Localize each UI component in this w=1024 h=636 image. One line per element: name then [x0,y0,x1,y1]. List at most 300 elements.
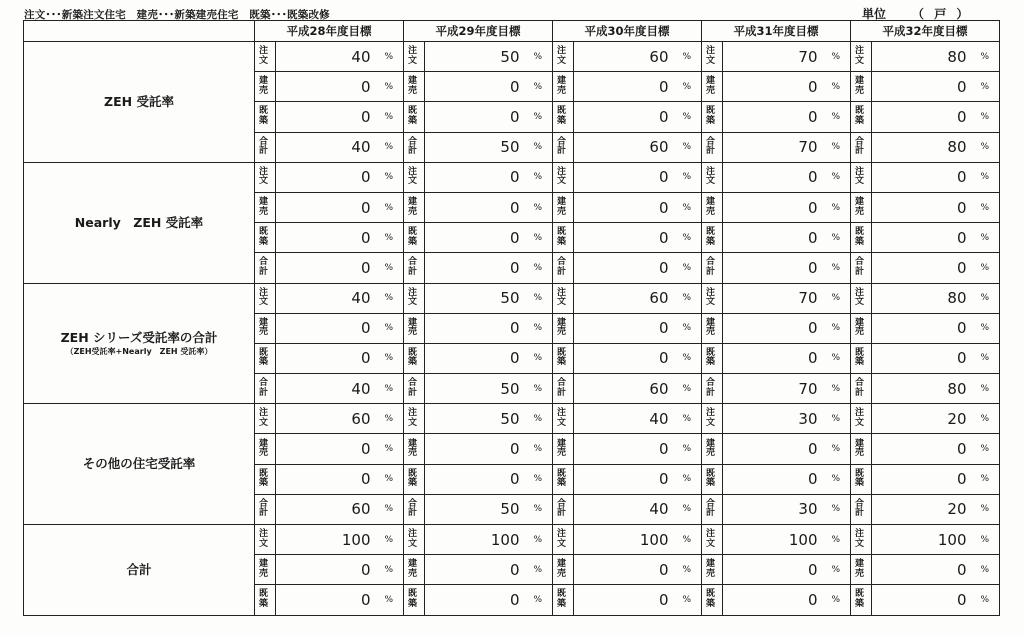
percent-unit: % [524,343,553,373]
row-type-label: 建 売 [404,313,425,343]
value-cell: 0 [425,555,524,585]
category-name: ZEH シリーズ受託率の合計 [60,329,218,345]
value-cell: 0 [425,102,524,132]
row-type-label: 合 計 [702,132,723,162]
percent-unit: % [822,434,851,464]
row-type-label: 注 文 [404,283,425,313]
row-type-label: 注 文 [702,42,723,72]
row-type-label: 注 文 [553,162,574,192]
percent-unit: % [375,374,404,404]
percent-unit: % [524,132,553,162]
percent-unit: % [524,434,553,464]
row-type-label: 注 文 [702,525,723,555]
percent-unit: % [971,313,1000,343]
percent-unit: % [673,253,702,283]
row-type-label: 建 売 [404,192,425,222]
value-cell: 0 [872,555,971,585]
percent-unit: % [822,555,851,585]
value-cell: 60 [276,494,375,524]
row-type-label: 合 計 [404,253,425,283]
percent-unit: % [524,525,553,555]
percent-unit: % [673,102,702,132]
row-type-label: 合 計 [255,253,276,283]
row-type-label: 建 売 [255,313,276,343]
row-type-label: 建 売 [702,434,723,464]
category-name: Nearly ZEH 受託率 [74,214,204,230]
percent-unit: % [673,132,702,162]
value-cell: 0 [723,434,822,464]
percent-unit: % [822,525,851,555]
category-label [24,283,255,404]
value-cell: 80 [872,132,971,162]
row-type-label: 注 文 [702,404,723,434]
row-type-label: 既 築 [851,102,872,132]
percent-unit: % [822,283,851,313]
value-cell: 0 [574,192,673,222]
category-subtitle: （ZEH受託率+Nearly ZEH 受託率） [65,346,213,356]
percent-unit: % [524,494,553,524]
percent-unit: % [375,525,404,555]
percent-unit: % [375,494,404,524]
value-cell: 0 [723,192,822,222]
percent-unit: % [524,283,553,313]
table-row [24,283,1000,313]
value-cell: 0 [872,102,971,132]
category-name: 合計 [126,561,152,577]
row-type-label: 既 築 [553,343,574,373]
year-header-3: 平成31年度目標 [702,21,851,42]
row-type-label: 合 計 [702,374,723,404]
percent-unit: % [822,253,851,283]
value-cell: 0 [574,434,673,464]
row-type-label: 注 文 [404,525,425,555]
value-cell: 0 [574,102,673,132]
row-type-label: 注 文 [851,283,872,313]
value-cell: 0 [276,192,375,222]
value-cell: 0 [425,253,524,283]
row-type-label: 建 売 [553,434,574,464]
category-name: その他の住宅受託率 [82,456,196,472]
percent-unit: % [971,343,1000,373]
row-type-label: 建 売 [404,72,425,102]
row-type-label: 建 売 [702,313,723,343]
row-type-label: 注 文 [255,42,276,72]
percent-unit: % [971,434,1000,464]
value-cell: 40 [276,374,375,404]
value-cell: 0 [872,192,971,222]
value-cell: 0 [723,585,822,615]
row-type-label: 既 築 [255,343,276,373]
year-header-0: 平成28年度目標 [255,21,404,42]
row-type-label: 既 築 [255,223,276,253]
value-cell: 0 [723,102,822,132]
percent-unit: % [971,72,1000,102]
percent-unit: % [524,585,553,615]
value-cell: 100 [872,525,971,555]
percent-unit: % [673,313,702,343]
category-label [24,404,255,525]
percent-unit: % [822,343,851,373]
value-cell: 0 [425,72,524,102]
value-cell: 0 [425,162,524,192]
row-type-label: 建 売 [702,192,723,222]
percent-unit: % [375,192,404,222]
value-cell: 60 [574,42,673,72]
percent-unit: % [673,283,702,313]
percent-unit: % [375,555,404,585]
value-cell: 0 [276,343,375,373]
row-type-label: 既 築 [404,223,425,253]
row-type-label: 合 計 [404,494,425,524]
value-cell: 0 [574,313,673,343]
value-cell: 0 [723,555,822,585]
row-type-label: 合 計 [404,132,425,162]
row-type-label: 既 築 [851,585,872,615]
row-type-label: 建 売 [702,555,723,585]
row-type-label: 既 築 [255,464,276,494]
row-type-label: 建 売 [553,192,574,222]
row-type-label: 注 文 [404,42,425,72]
row-type-label: 合 計 [702,494,723,524]
value-cell: 0 [276,223,375,253]
percent-unit: % [971,102,1000,132]
percent-unit: % [524,253,553,283]
percent-unit: % [971,132,1000,162]
row-type-label: 合 計 [553,374,574,404]
row-type-label: 既 築 [702,343,723,373]
percent-unit: % [673,585,702,615]
year-header-1: 平成29年度目標 [404,21,553,42]
percent-unit: % [971,525,1000,555]
row-type-label: 建 売 [851,192,872,222]
value-cell: 0 [872,464,971,494]
value-cell: 0 [723,223,822,253]
row-type-label: 注 文 [851,525,872,555]
value-cell: 100 [574,525,673,555]
percent-unit: % [971,555,1000,585]
value-cell: 0 [276,464,375,494]
value-cell: 0 [276,585,375,615]
unit-label: 単位 [862,7,887,21]
percent-unit: % [375,283,404,313]
year-header-4: 平成32年度目標 [851,21,1000,42]
value-cell: 40 [574,404,673,434]
row-type-label: 建 売 [404,555,425,585]
row-type-label: 既 築 [255,585,276,615]
percent-unit: % [673,192,702,222]
value-cell: 0 [723,464,822,494]
row-type-label: 建 売 [255,555,276,585]
value-cell: 20 [872,494,971,524]
percent-unit: % [822,223,851,253]
corner-cell [24,21,255,42]
percent-unit: % [673,434,702,464]
row-type-label: 建 売 [851,434,872,464]
row-type-label: 既 築 [851,223,872,253]
value-cell: 0 [574,223,673,253]
value-cell: 0 [276,102,375,132]
value-cell: 80 [872,283,971,313]
percent-unit: % [673,223,702,253]
value-cell: 80 [872,42,971,72]
value-cell: 60 [276,404,375,434]
row-type-label: 既 築 [702,102,723,132]
value-cell: 0 [872,585,971,615]
percent-unit: % [822,585,851,615]
value-cell: 30 [723,404,822,434]
table-row [24,525,1000,555]
value-cell: 20 [872,404,971,434]
table-row [24,42,1000,72]
percent-unit: % [375,162,404,192]
row-type-label: 建 売 [404,434,425,464]
value-cell: 0 [425,223,524,253]
value-cell: 60 [574,283,673,313]
percent-unit: % [822,162,851,192]
row-type-label: 既 築 [404,102,425,132]
value-cell: 0 [872,253,971,283]
category-label [24,525,255,616]
percent-unit: % [673,555,702,585]
value-cell: 70 [723,283,822,313]
percent-unit: % [375,42,404,72]
percent-unit: % [524,42,553,72]
value-cell: 100 [276,525,375,555]
row-type-label: 注 文 [255,404,276,434]
value-cell: 0 [574,72,673,102]
unit-value: （ 戸 ） [912,7,969,21]
row-type-label: 注 文 [553,283,574,313]
value-cell: 40 [276,42,375,72]
row-type-label: 既 築 [702,223,723,253]
value-cell: 60 [574,374,673,404]
value-cell: 50 [425,404,524,434]
value-cell: 0 [872,72,971,102]
row-type-label: 既 築 [851,343,872,373]
value-cell: 30 [723,494,822,524]
value-cell: 0 [425,343,524,373]
row-type-label: 合 計 [255,132,276,162]
percent-unit: % [822,404,851,434]
row-type-label: 注 文 [553,42,574,72]
value-cell: 0 [723,343,822,373]
value-cell: 50 [425,42,524,72]
percent-unit: % [524,374,553,404]
value-cell: 70 [723,132,822,162]
table-row [24,404,1000,434]
value-cell: 0 [872,343,971,373]
row-type-label: 合 計 [851,253,872,283]
category-name: ZEH 受託率 [104,93,174,109]
percent-unit: % [673,162,702,192]
percent-unit: % [375,253,404,283]
row-type-label: 建 売 [851,555,872,585]
value-cell: 70 [723,374,822,404]
value-cell: 0 [872,313,971,343]
percent-unit: % [375,72,404,102]
row-type-label: 注 文 [255,283,276,313]
percent-unit: % [375,313,404,343]
percent-unit: % [375,585,404,615]
row-type-label: 合 計 [255,494,276,524]
value-cell: 0 [276,162,375,192]
percent-unit: % [673,72,702,102]
percent-unit: % [971,374,1000,404]
percent-unit: % [375,223,404,253]
percent-unit: % [375,102,404,132]
value-cell: 70 [723,42,822,72]
value-cell: 0 [574,162,673,192]
percent-unit: % [673,374,702,404]
row-type-label: 建 売 [851,72,872,102]
percent-unit: % [673,494,702,524]
percent-unit: % [524,464,553,494]
value-cell: 0 [425,585,524,615]
row-type-label: 注 文 [404,404,425,434]
row-type-label: 注 文 [851,404,872,434]
row-type-label: 注 文 [404,162,425,192]
row-type-label: 合 計 [851,374,872,404]
value-cell: 0 [425,434,524,464]
value-cell: 40 [276,283,375,313]
row-type-label: 既 築 [553,464,574,494]
percent-unit: % [822,132,851,162]
row-type-label: 建 売 [255,434,276,464]
percent-unit: % [375,132,404,162]
percent-unit: % [524,404,553,434]
value-cell: 50 [425,283,524,313]
percent-unit: % [524,192,553,222]
value-cell: 0 [276,253,375,283]
percent-unit: % [524,555,553,585]
value-cell: 100 [723,525,822,555]
percent-unit: % [375,404,404,434]
value-cell: 0 [425,464,524,494]
row-type-label: 合 計 [553,253,574,283]
value-cell: 0 [276,434,375,464]
row-type-label: 既 築 [404,343,425,373]
value-cell: 0 [276,313,375,343]
percent-unit: % [971,192,1000,222]
percent-unit: % [822,494,851,524]
percent-unit: % [673,404,702,434]
percent-unit: % [971,223,1000,253]
value-cell: 50 [425,374,524,404]
value-cell: 0 [723,162,822,192]
percent-unit: % [822,72,851,102]
percent-unit: % [524,223,553,253]
row-type-label: 注 文 [851,162,872,192]
value-cell: 0 [723,253,822,283]
row-type-label: 建 売 [255,72,276,102]
table-row [24,162,1000,192]
value-cell: 40 [276,132,375,162]
value-cell: 60 [574,132,673,162]
percent-unit: % [971,253,1000,283]
percent-unit: % [822,374,851,404]
value-cell: 50 [425,494,524,524]
category-label [24,42,255,163]
percent-unit: % [524,102,553,132]
percent-unit: % [375,464,404,494]
row-type-label: 建 売 [255,192,276,222]
row-type-label: 合 計 [255,374,276,404]
percent-unit: % [971,283,1000,313]
percent-unit: % [673,464,702,494]
percent-unit: % [673,343,702,373]
percent-unit: % [971,404,1000,434]
percent-unit: % [971,585,1000,615]
row-type-label: 既 築 [404,464,425,494]
row-type-label: 合 計 [404,374,425,404]
value-cell: 0 [425,313,524,343]
row-type-label: 建 売 [553,313,574,343]
row-type-label: 注 文 [553,525,574,555]
percent-unit: % [822,102,851,132]
row-type-label: 建 売 [851,313,872,343]
percent-unit: % [673,525,702,555]
value-cell: 0 [872,434,971,464]
row-type-label: 注 文 [702,162,723,192]
value-cell: 0 [723,313,822,343]
value-cell: 40 [574,494,673,524]
row-type-label: 合 計 [553,132,574,162]
value-cell: 80 [872,374,971,404]
row-type-label: 既 築 [702,585,723,615]
percent-unit: % [673,42,702,72]
percent-unit: % [971,494,1000,524]
row-type-label: 既 築 [553,102,574,132]
value-cell: 0 [574,464,673,494]
row-type-label: 注 文 [851,42,872,72]
row-type-label: 既 築 [702,464,723,494]
legend-text: 注文･･･新築注文住宅 建売･･･新築建売住宅 既築･･･既築改修 [24,9,330,21]
row-type-label: 合 計 [851,132,872,162]
percent-unit: % [524,162,553,192]
percent-unit: % [822,42,851,72]
value-cell: 0 [574,343,673,373]
value-cell: 0 [276,555,375,585]
row-type-label: 既 築 [255,102,276,132]
row-type-label: 建 売 [553,555,574,585]
row-type-label: 建 売 [702,72,723,102]
percent-unit: % [971,162,1000,192]
row-type-label: 既 築 [553,585,574,615]
year-header-row [24,21,1000,42]
category-label [24,162,255,283]
row-type-label: 注 文 [553,404,574,434]
row-type-label: 既 築 [404,585,425,615]
value-cell: 0 [574,253,673,283]
row-type-label: 建 売 [553,72,574,102]
value-cell: 0 [872,223,971,253]
percent-unit: % [375,434,404,464]
row-type-label: 注 文 [255,525,276,555]
percent-unit: % [375,343,404,373]
value-cell: 0 [872,162,971,192]
percent-unit: % [524,313,553,343]
percent-unit: % [822,192,851,222]
percent-unit: % [822,313,851,343]
percent-unit: % [971,42,1000,72]
year-header-2: 平成30年度目標 [553,21,702,42]
row-type-label: 注 文 [702,283,723,313]
row-type-label: 既 築 [851,464,872,494]
percent-unit: % [822,464,851,494]
value-cell: 0 [574,555,673,585]
value-cell: 0 [425,192,524,222]
percent-unit: % [971,464,1000,494]
